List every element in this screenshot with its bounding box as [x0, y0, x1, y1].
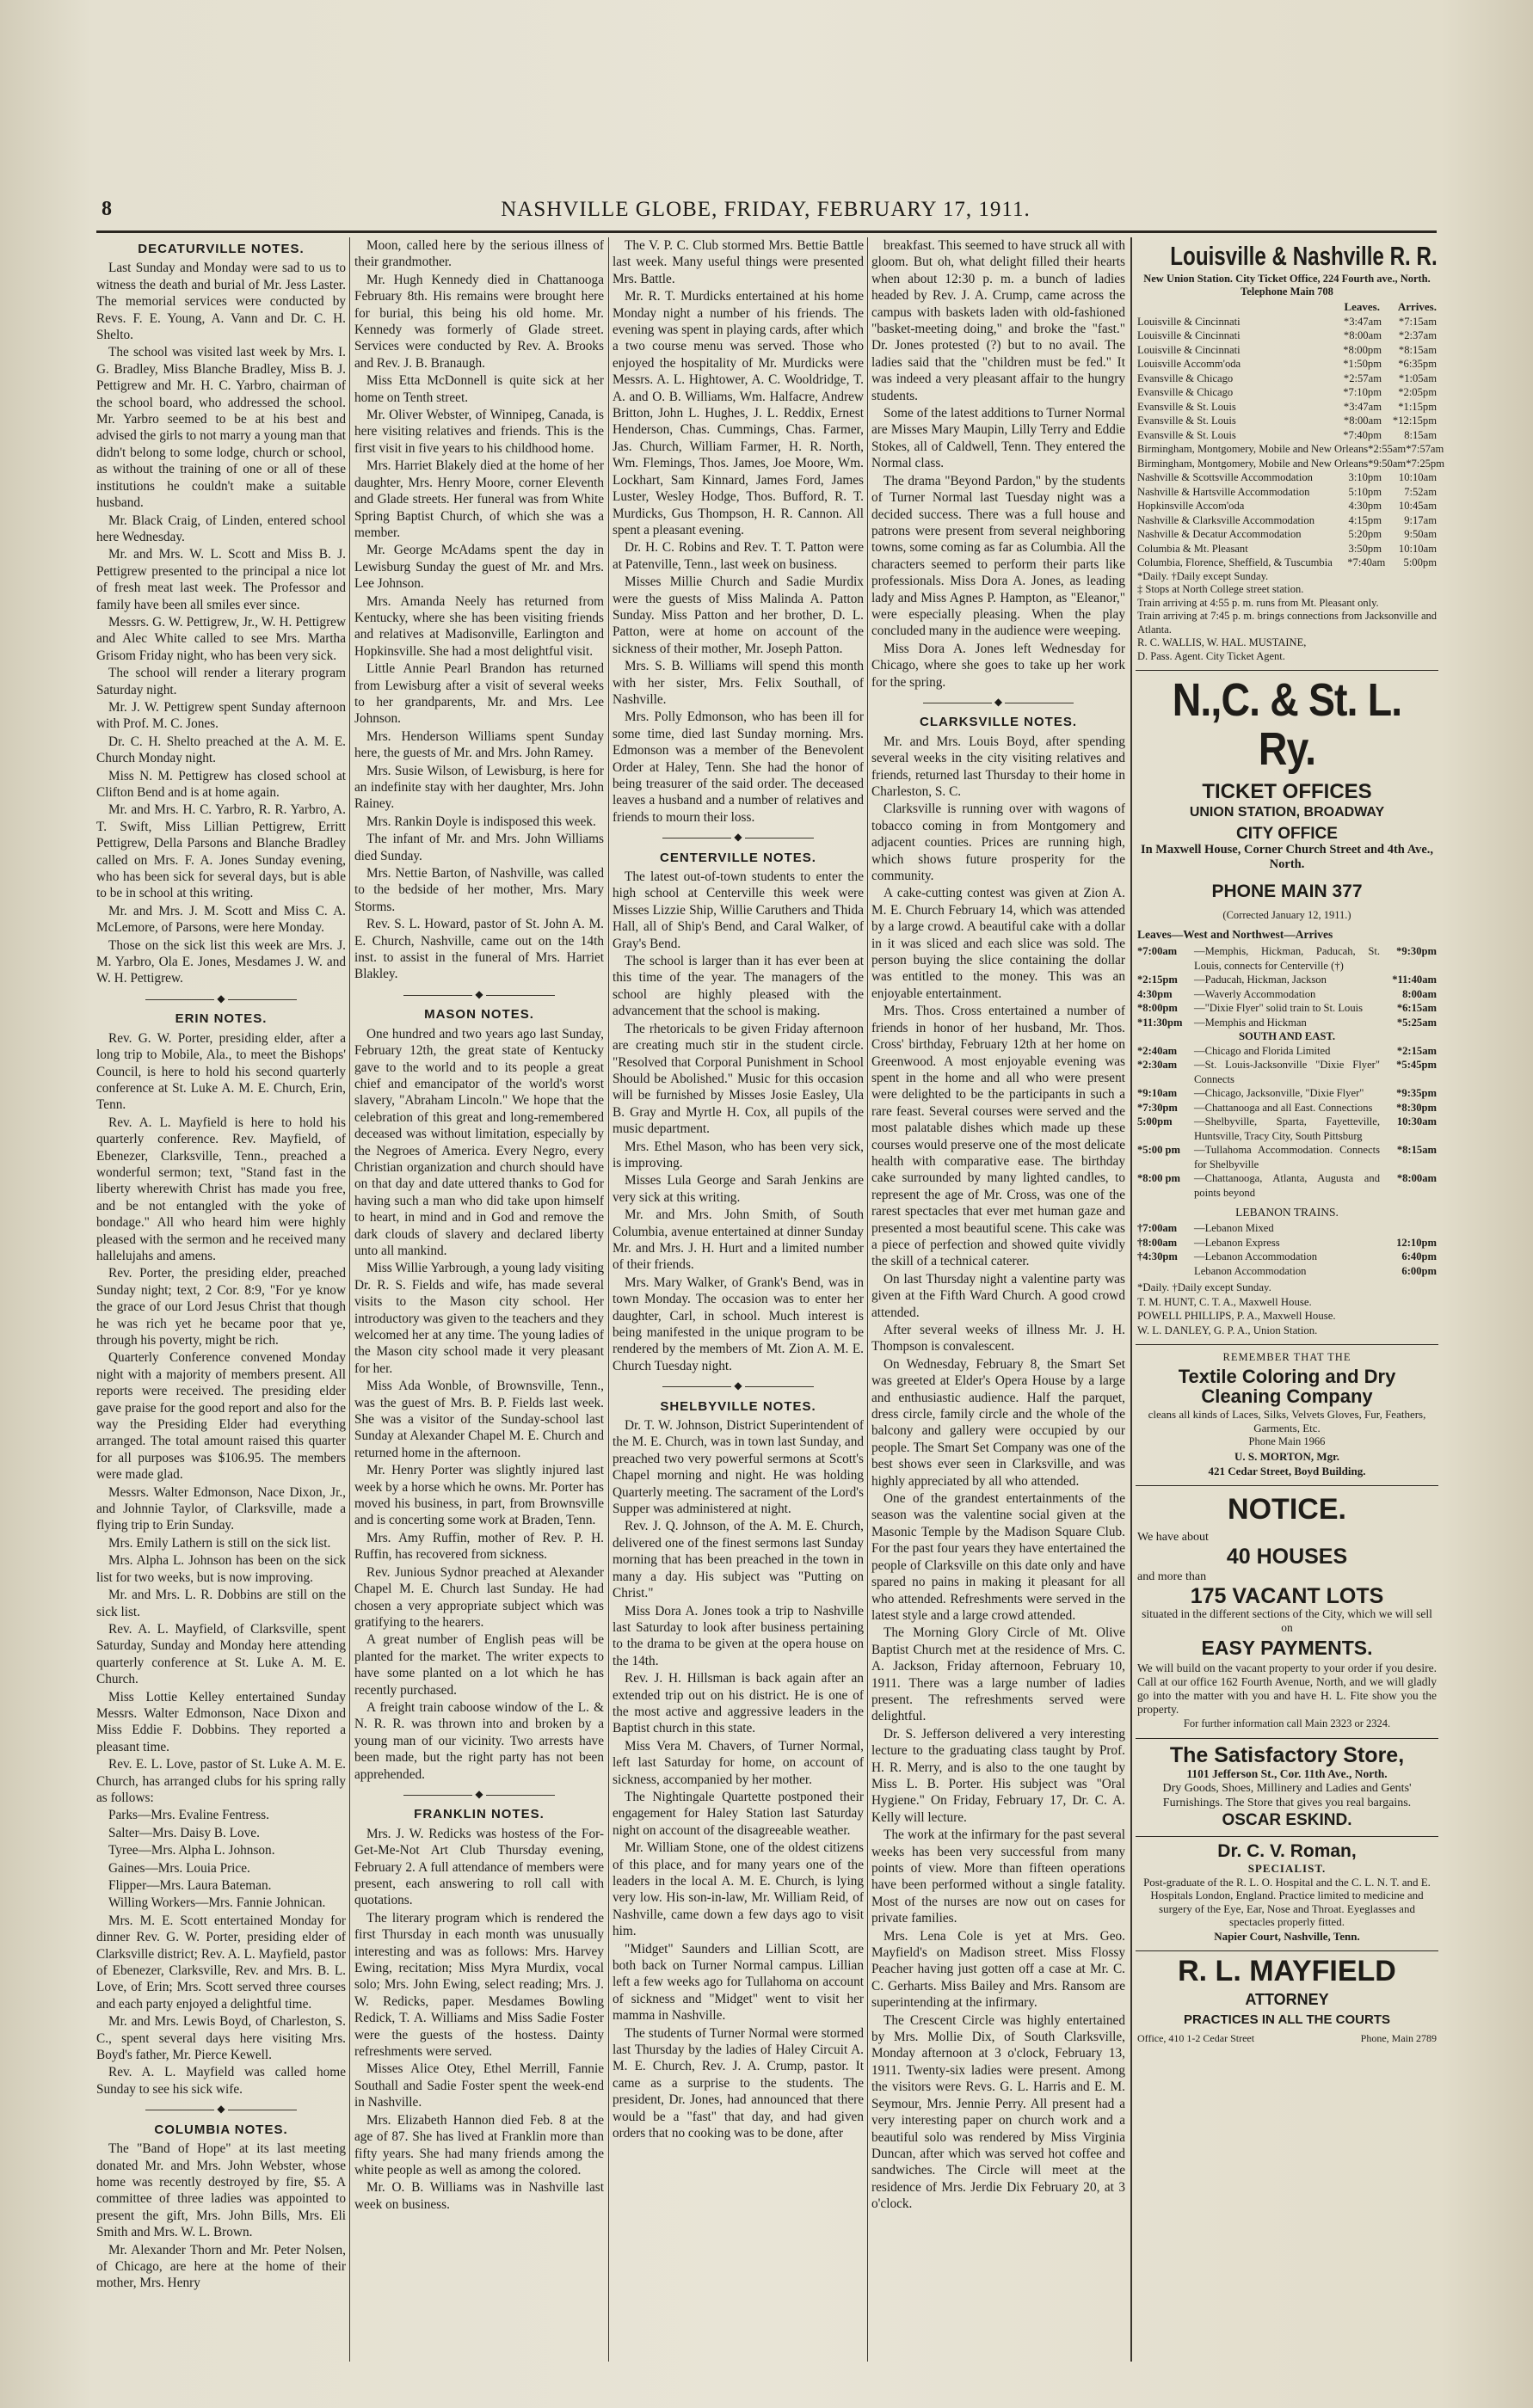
ln-train-row: Columbia, Florence, Sheffield, & Tuscumbia *7:40am 5:00pm [1137, 556, 1437, 569]
advertisement-column [1136, 237, 1445, 2362]
article-paragraph: breakfast. This seemed to have struck all with gloom. But oh, what delight filled their hearts when about 12:30 p. m. a bunch of ladies headed by Rev. J. A. Crump, came across the campus with baskets laden with old-fashioned "basket-meeting doing," and broke the "fast." Dr. Jones protested (?) but to no avail. The ladies said that the "children must be fed." It was indeed a very pleasant affair to the hungry students. [871, 238, 1125, 403]
mayfield-title: R. L. MAYFIELD [1178, 1954, 1396, 1987]
ln-train-row: Nashville & Decatur Accommodation 5:20pm 9:50am [1137, 528, 1437, 541]
satisfactory-store-ad [1136, 1739, 1438, 1837]
article-paragraph: Mrs. Rankin Doyle is indisposed this week. [366, 814, 596, 829]
satisfactory-owner: OSCAR ESKIND. [1222, 1810, 1352, 1829]
article-paragraph: Some of the latest additions to Turner Normal are Misses Mary Maupin, Lilly Terry and Eddie Stokes, all of Caldwell, Tenn. They entered the Normal class. [871, 406, 1125, 471]
article-paragraph: Mrs. S. B. Williams will spend this month with her sister, Mrs. Felix Southall, of Nashville. [613, 659, 864, 707]
section-heading: DECATURVILLE NOTES. [138, 242, 305, 256]
nc-city-office: CITY OFFICE [1236, 824, 1338, 843]
article-paragraph: Misses Lula George and Sarah Jenkins are very sick at this writing. [613, 1173, 864, 1205]
section-heading: CLARKSVILLE NOTES. [919, 715, 1077, 730]
nc-train-row: *11:30pm —Memphis and Hickman *5:25am [1137, 1016, 1437, 1029]
article-paragraph: Rev. Porter, the presiding elder, preached Sunday night; text, 2 Cor. 8:9, "For ye know the grace of our Lord Jesus Christ that though he was rich yet he became poor that ye, through his poverty, might be rich. [96, 1266, 346, 1348]
article-paragraph: The work at the infirmary for the past several weeks has been very successful from many points of view. More than fifteen operations have been performed without a single fatality. Most of the nurses are now out on cases for private families. [871, 1828, 1125, 1926]
ln-train-row: Birmingham, Montgomery, Mobile and New Orleans *2:55am *7:57am [1137, 443, 1444, 456]
article-paragraph: Miss Vera M. Chavers, of Turner Normal, left last Saturday for home, on account of sickness, accompanied by her mother. [613, 1738, 864, 1787]
ln-train-row: Hopkinsville Accom'oda 4:30pm 10:45am [1137, 500, 1437, 513]
ln-title: Louisville & Nashville R. R. [1170, 241, 1438, 271]
nc-train-row: *7:30pm —Chattanooga and all East. Connections *8:30pm [1137, 1101, 1437, 1114]
article-paragraph: Mrs. Emily Lathern is still on the sick list. [108, 1535, 331, 1551]
nc-train-row: †4:30pm —Lebanon Accommodation 6:40pm [1137, 1250, 1437, 1263]
article-paragraph: Miss Willie Yarbrough, a young lady visiting Dr. R. S. Fields and wife, has made several visits to the Mason city school. Her introductory was given to the teachers and they welcomed her at any time. The young ladies of the Mason city school made it very pleasant for her. [354, 1261, 604, 1376]
article-paragraph: Mrs. Ethel Mason, who has been very sick, is improving. [613, 1139, 864, 1170]
mayfield-ad [1136, 1951, 1438, 2055]
ln-train-row: Louisville & Cincinnati *8:00pm *8:15am [1137, 343, 1437, 356]
article-paragraph: Miss Lottie Kelley entertained Sunday Messrs. Walter Edmonson, Nace Dixon and Miss Eddie F. Dobbins. They reported a pleasant time. [96, 1689, 346, 1754]
article-paragraph: Messrs. G. W. Pettigrew, Jr., W. H. Pettigrew and Alec White called to see Mrs. Martha Grisom Friday night, who has been very sick. [96, 614, 346, 663]
article-paragraph: Mr. J. W. Pettigrew spent Sunday afternoon with Prof. M. C. Jones. [96, 699, 346, 732]
nc-lebanon-schedule [1137, 1221, 1437, 1278]
column-rule [1130, 237, 1132, 2362]
masthead-rule [96, 230, 1437, 233]
section-heading: SHELBYVILLE NOTES. [660, 1398, 816, 1414]
article-paragraph: Rev. Junious Sydnor preached at Alexander Chapel M. E. Church last Sunday. He had chosen a very appropriate subject which was gratifying to the hearers. [354, 1564, 604, 1630]
article-paragraph: Dr. C. H. Shelto preached at the A. M. E. Church Monday night. [96, 734, 346, 766]
section-separator: ◆ [96, 2101, 346, 2117]
article-paragraph: Quarterly Conference convened Monday night with a majority of members present. All reports were received. The presiding elder gave praise for the good report and also for the way the Presiding Elder had everything arranged. The total amount raised this quarter for all purposes was $106.95. The members were made glad. [96, 1350, 346, 1483]
article-paragraph: Misses Millie Church and Sadie Murdix were the guests of Miss Malinda A. Patton Sunday. Miss Patton and her brother, D. L. Patton, were at home on account of the sickness of their mother, Mr. Joseph Patton. [613, 574, 864, 656]
article-paragraph: Tyree—Mrs. Alpha L. Johnson. [108, 1843, 275, 1858]
ln-note: Train arriving at 7:45 p. m. brings connections from Jacksonville and Atlanta. [1137, 610, 1437, 636]
article-paragraph: Mrs. Harriet Blakely died at the home of her daughter, Mrs. Henry Moore, corner Eleventh and Glade streets. Her funeral was from White Spring Baptist Church, of which she was a member. [354, 458, 604, 540]
mayfield-sub: ATTORNEY [1245, 1991, 1329, 2009]
article-paragraph: Messrs. Walter Edmonson, Nace Dixon, Jr., and Johnnie Taylor, of Clarksville, made a flying trip to Erin Sunday. [96, 1484, 346, 1533]
nc-note: *Daily. †Daily except Sunday. [1137, 1281, 1271, 1294]
nc-maxwell: In Maxwell House, Corner Church Street and 4th Ave., North. [1140, 842, 1434, 871]
article-paragraph: The drama "Beyond Pardon," by the students of Turner Normal last Tuesday night was a decided success. There was a full house and patrons were present from several neighboring towns, some coming as far as Columbia. All the characters seemed to perform their parts like professionals. Miss Dora A. Jones, as leading lady and Miss Agnes P. Hampton, as "Eleanor," were especially pleasing. When the play concluded many in the audience were weeping. [871, 473, 1125, 639]
nc-note: W. L. DANLEY, G. P. A., Union Station. [1137, 1324, 1318, 1336]
article-paragraph: The literary program which is rendered the first Thursday in each month was unusually interesting and was as follows: Mrs. Harvey Ewing, recitation; Miss Myra Murdix, vocal solo; Mrs. John Ewing, select reading; Mrs. J. W. Redicks, paper. Mesdames Bowling Redick, T. A. Williams and Miss Sadie Foster were the guests of the hostess. Dainty refreshments were served. [354, 1910, 604, 2060]
article-paragraph: The school was visited last week by Mrs. I. G. Bradley, Miss Blanche Bradley, Miss B. J. Pettigrew and Mr. H. C. Yarbro, chairman of the school board, who addressed the school. Mr. Yarbro seemed to be at his best and advised the girls to not marry a young man that didn't belong to some lodge, church or school, as without the training of one or all of these institutions he couldn't make a suitable husband. [96, 345, 346, 511]
article-paragraph: Mr. William Stone, one of the oldest citizens of this place, and for many years one of the leaders in the local A. M. E. Church, is lying very low. His son-in-law, Mr. William Reid, of Nashville, came down a few days ago to visit him. [613, 1840, 864, 1939]
notice-l7: We will build on the vacant property to your order if you desire. Call at our office 162 Fourth Avenue, North, and we will gladly go into the matter with you and have H. L. Fite show you the property. [1137, 1661, 1437, 1716]
article-paragraph: Mrs. Mary Walker, of Grank's Bend, was in town Monday. The occasion was to enter her daughter, Carl, in school. Much interest is being manifested in the unique program to be rendered by the members of Mt. Zion A. M. E. Church Tuesday night. [613, 1275, 864, 1373]
roman-title: Dr. C. V. Roman, [1217, 1840, 1357, 1861]
textile-name: Textile Coloring and Dry Cleaning Company [1178, 1366, 1396, 1408]
article-paragraph: Rev. E. L. Love, pastor of St. Luke A. M. E. Church, has arranged clubs for his spring rally as follows: [96, 1757, 346, 1805]
nc-train-row: *2:40am —Chicago and Florida Limited *2:15am [1137, 1044, 1437, 1057]
article-paragraph: Dr. T. W. Johnson, District Superintendent of the M. E. Church, was in town last Sunday, and preached two very powerful sermons at Scott's Chapel morning and night. He was holding Quarterly meeting. The sacrament of the Lord's Supper was administered at night. [613, 1418, 864, 1517]
article-paragraph: The Nightingale Quartette postponed their engagement for Haley Station last Saturday night on account of the disagreeable weather. [613, 1789, 864, 1838]
article-paragraph: Miss Ada Wonble, of Brownsville, Tenn., was the guest of Mrs. B. P. Fields last week. She was a visitor of the Sunday-school last Sunday at Alexander Chapel M. E. Church and returned home in the afternoon. [354, 1379, 604, 1460]
article-paragraph: Rev. A. L. Mayfield, of Clarksville, spent Saturday, Sunday and Monday here attending quarterly conference at St. Luke A. M. E. Church. [96, 1621, 346, 1687]
ln-train-row: Columbia & Mt. Pleasant 3:50pm 10:10am [1137, 542, 1437, 555]
notice-ad [1136, 1486, 1438, 1738]
section-separator: ◆ [613, 1378, 864, 1394]
ln-note: *Daily. †Daily except Sunday. [1137, 569, 1269, 582]
article-paragraph: Mr. and Mrs. L. R. Dobbins are still on the sick list. [96, 1588, 346, 1619]
article-paragraph: Mr. and Mrs. Lewis Boyd, of Charleston, S. C., spent several days here visiting Mrs. Boyd's father, Mr. Pierce Kewell. [96, 2014, 346, 2063]
article-paragraph: On Wednesday, February 8, the Smart Set was greeted at Elder's Opera House by a large and enthusiastic audience. Half the parquet, dress circle, family circle and the whole of the balcony and gallery were occupied by our people. The Smart Set Company was one of the best shows ever seen in Clarksville, and was highly appreciated by all who attended. [871, 1356, 1125, 1489]
article-paragraph: Clarksville is running over with wagons of tobacco coming in from Montgomery and adjacent counties. Prices are running high, which shows future prosperity for the community. [871, 802, 1125, 884]
article-paragraph: A great number of English peas will be planted for the market. The writer expects to have some planted on a lot which he has recently purchased. [354, 1632, 604, 1698]
article-paragraph: The V. P. C. Club stormed Mrs. Bettie Battle last week. Many useful things were presented Mrs. Battle. [613, 238, 864, 286]
ln-train-row: Evansville & St. Louis *8:00am *12:15pm [1137, 415, 1437, 427]
article-paragraph: The school will render a literary program Saturday night. [96, 666, 346, 697]
article-paragraph: Gaines—Mrs. Louia Price. [108, 1860, 250, 1876]
article-paragraph: Miss Dora A. Jones left Wednesday for Chicago, where she goes to take up her work for the spring. [871, 641, 1125, 690]
ln-train-row: Evansville & St. Louis *3:47am *1:15pm [1137, 400, 1437, 413]
ln-note: D. Pass. Agent. City Ticket Agent. [1137, 649, 1285, 662]
textile-remember: REMEMBER THAT THE [1222, 1351, 1351, 1364]
article-paragraph: Last Sunday and Monday were sad to us to witness the death and burial of Mr. Jess Laster. The memorial services were conducted by Revs. F. E. Young, A. Vann and Dr. C. H. Shelto. [96, 261, 346, 343]
nc-train-row: †7:00am —Lebanon Mixed [1137, 1222, 1274, 1235]
nc-train-row: SOUTH AND EAST. [1238, 1030, 1336, 1043]
nc-phone: PHONE MAIN 377 [1211, 881, 1363, 901]
article-paragraph: Miss Dora A. Jones took a trip to Nashville last Saturday to look after business pertaining to the drama to be given at the opera house on the 14th. [613, 1603, 864, 1668]
nc-note: T. M. HUNT, C. T. A., Maxwell House. [1137, 1295, 1312, 1308]
ln-train-row: Evansville & St. Louis *7:40pm 8:15am [1137, 428, 1437, 441]
article-paragraph: One hundred and two years ago last Sunday, February 12th, the great state of Kentucky gave to the world and to its people a great chief and emancipator of the world's worst slavery, "Abraham Lincoln." We hope that the celebration of this great and long-remembered deceased was without limitation, especially by the Negroes of America. Every Negro, every Christian organization and church should have on that day and date uttered thanks to God for having such a man who did take upon himself to heart, in mind and in God and remove the dark clouds of slavery and declared liberty unto all mankind. [354, 1026, 604, 1258]
article-paragraph: Mr. Hugh Kennedy died in Chattanooga February 8th. His remains were brought here for burial, this being his old home. Mr. Kennedy was formerly of Glade street. Services were conducted by Rev. A. Brooks and Rev. J. B. Branaugh. [354, 272, 604, 371]
notice-l5: situated in the different sections of the City, which we will sell on [1142, 1607, 1432, 1635]
article-paragraph: Willing Workers—Mrs. Fannie Johnican. [108, 1895, 326, 1911]
nc-leaves-header: Leaves—West and Northwest—Arrives [1137, 927, 1333, 941]
ln-note: R. C. WALLIS, W. HAL. MUSTAINE, [1137, 636, 1307, 649]
ln-station: New Union Station. City Ticket Office, 224 Fourth ave., North. Telephone Main 708 [1143, 272, 1431, 298]
article-paragraph: Mr. George McAdams spent the day in Lewisburg Sunday the guest of Mr. and Mrs. Lee Johnson. [354, 543, 604, 592]
article-paragraph: The school is larger than it has ever been at this time of the year. The managers of the school are highly pleased with the advancement that the school is making. [613, 954, 864, 1019]
article-paragraph: Mrs. Alpha L. Johnson has been on the sick list for two weeks, but is now improving. [96, 1553, 346, 1585]
ln-train-row: Birmingham, Montgomery, Mobile and New Orleans *9:50am *7:25pm [1137, 457, 1445, 470]
column-rule [867, 237, 868, 2362]
roman-address: Napier Court, Nashville, Tenn. [1214, 1929, 1360, 1943]
notice-l8: For further information call Main 2323 or 2324. [1183, 1717, 1391, 1729]
nc-train-row: *8:00pm —"Dixie Flyer" solid train to St. Louis *6:15am [1137, 1002, 1437, 1015]
article-paragraph: Mr. and Mrs. H. C. Yarbro, R. R. Yarbro, A. T. Swift, Miss Lillian Pettigrew, Erritt Pettigrew, Della Parsons and Blanche Bradley called on Mrs. F. A. Jones Sunday evening, who has been sick for several days, but is able to be in school at this writing. [96, 802, 346, 901]
ln-train-row: Nashville & Scottsville Accommodation 3:10pm 10:10am [1137, 471, 1437, 484]
notice-easy-payments: EASY PAYMENTS. [1201, 1637, 1373, 1660]
notice-lots: 175 VACANT LOTS [1190, 1584, 1384, 1609]
article-paragraph: Rev. J. Q. Johnson, of the A. M. E. Church, delivered one of the finest sermons last Sunday morning that has been preached in the town in many a day. His subject was "Putting on Christ." [613, 1519, 864, 1601]
article-paragraph: Mr. and Mrs. J. M. Scott and Miss C. A. McLemore, of Parsons, were here Monday. [96, 903, 346, 936]
article-paragraph: Mrs. Thos. Cross entertained a number of friends in honor of her husband, Mr. Thos. Cross' birthday, February 12th at her home on Greenwood. A most enjoyable evening was spent in the home and all who were present were delighted to be the participants in such a rare feast. Several courses were served and the most palatable dishes which made up these courses would preserve one of the most delicate health with comparative ease. The birthday cake surrounded by many lighted candles, to represent the age of Mr. Cross, was one of the rarest spectacles that ever met human gaze and presented a most beautiful scene. This cake was a piece of perfection and showed quite vividly the skill of a technical caterer. [871, 1004, 1125, 1269]
article-paragraph: Mr. Henry Porter was slightly injured last week by a horse which he owns. Mr. Porter has moved his business, in part, from Brownsville and is concerting some work at Braden, Tenn. [354, 1463, 604, 1528]
textile-ad [1136, 1345, 1438, 1486]
nc-train-row: *9:10am —Chicago, Jacksonville, "Dixie Flyer" *9:35pm [1137, 1087, 1437, 1100]
nc-corrected: (Corrected January 12, 1911.) [1222, 908, 1351, 921]
article-paragraph: Mr. Black Craig, of Linden, entered school here Wednesday. [96, 513, 346, 544]
ln-train-row: Nashville & Hartsville Accommodation 5:10pm 7:52am [1137, 485, 1437, 498]
ln-notes [1137, 570, 1437, 664]
article-paragraph: The "Band of Hope" at its last meeting donated Mr. and Mrs. John Webster, whose home was recently destroyed by fire, $5. A committee of three ladies was appointed to present the gift, Mrs. John Bills, Mrs. Eli Smith and Mrs. W. L. Brown. [96, 2141, 346, 2240]
page-number: 8 [102, 198, 112, 220]
mayfield-office: Office, 410 1-2 Cedar Street [1137, 2032, 1255, 2045]
article-paragraph: Rev. S. L. Howard, pastor of St. John A. M. E. Church, Nashville, came out on the 14th inst. to assist in the funeral of Mrs. Harriet Blakley. [354, 917, 604, 982]
nc-train-row: *8:00 pm —Chattanooga, Atlanta, Augusta and points beyond *8:00am [1137, 1172, 1437, 1199]
mayfield-contact [1137, 2030, 1437, 2047]
nc-union-station: UNION STATION, BROADWAY [1189, 805, 1385, 820]
nc-lebanon-header: LEBANON TRAINS. [1235, 1206, 1339, 1219]
roman-sub: SPECIALIST. [1247, 1861, 1327, 1875]
section-separator: ◆ [96, 991, 346, 1007]
article-paragraph: Mrs. Nettie Barton, of Nashville, was called to the bedside of her mother, Mrs. Mary Storms. [354, 866, 604, 914]
section-separator: ◆ [871, 694, 1125, 710]
article-paragraph: Misses Alice Otey, Ethel Merrill, Fannie Southall and Sadie Foster spent the week-end in Nashville. [354, 2061, 604, 2110]
notice-l3: and more than [1137, 1570, 1207, 1583]
section-heading: COLUMBIA NOTES. [154, 2122, 288, 2137]
article-paragraph: Dr. S. Jefferson delivered a very interesting lecture to the graduating class taught by Prof. H. R. Merry, and is also to the one taught by Miss L. B. Porter. His subject was "Oral Hygiene." On Friday, February 17, Dr. C. A. Kelly will lecture. [871, 1726, 1125, 1825]
nc-title: N.,C. & St. L. Ry. [1172, 674, 1402, 776]
newspaper-title: NASHVILLE GLOBE, FRIDAY, FEBRUARY 17, 1911. [501, 198, 1031, 221]
news-column-1 [96, 237, 346, 2362]
section-separator: ◆ [354, 986, 604, 1003]
article-paragraph: The rhetoricals to be given Friday afternoon are creating much stir in the student circle. "Resolved that Corporal Punishment in School Should be Abolished." Music for this occasion will be furnished by Misses Josie Easley, Ula B. Gray and Myrtle H. Cox, all pupils of the music department. [613, 1021, 864, 1137]
article-paragraph: The latest out-of-town students to enter the high school at Centerville this week were Misses Lizzie Ship, Willie Caruthers and Thida Hall, all of Ship's Bend, and Caral Walker, of Gray's Bend. [613, 869, 864, 951]
article-paragraph: Salter—Mrs. Daisy B. Love. [108, 1825, 260, 1840]
nc-railway-ad [1136, 671, 1438, 1345]
section-heading: CENTERVILLE NOTES. [660, 850, 816, 865]
masthead [95, 198, 1437, 227]
textile-address: 421 Cedar Street, Boyd Building. [1208, 1465, 1366, 1478]
nc-train-row: *2:15pm —Paducah, Hickman, Jackson *11:40am [1137, 974, 1437, 986]
satisfactory-address: 1101 Jefferson St., Cor. 11th Ave., North. [1186, 1766, 1388, 1780]
article-paragraph: After several weeks of illness Mr. J. H. Thompson is convalescent. [871, 1323, 1125, 1354]
article-paragraph: Mrs. Henderson Williams spent Sunday here, the guests of Mr. and Mrs. John Ramey. [354, 728, 604, 761]
ln-header: Leaves. Arrives. [1344, 299, 1437, 313]
article-paragraph: "Midget" Saunders and Lillian Scott, are both back on Turner Normal campus. Lillian left a few weeks ago for Tullahoma on account of sickness and "Midget" went to visit her mamma in Nashville. [613, 1941, 864, 2024]
nc-train-row: 4:30pm —Waverly Accommodation 8:00am [1137, 987, 1437, 1000]
article-paragraph: Mrs. Lena Cole is yet at Mrs. Geo. Mayfield's on Madison street. Miss Flossy Peacher having just gotten off a case at Mr. C. C. Gerharts. Miss Bailey and Mrs. Ransom are superintending at the infirmary. [871, 1928, 1125, 2011]
article-paragraph: Mr. and Mrs. Louis Boyd, after spending several weeks in the city visiting relatives and friends, returned last Thursday to their home in Charleston, S. C. [871, 734, 1125, 799]
article-paragraph: The Crescent Circle was highly entertained by Mrs. Mollie Dix, of South Clarksville, Monday afternoon at 3 o'clock, February 13, 1911. Twenty-six ladies were present. Among the visitors were Revs. G. L. Harris and E. M. Seymour, Mrs. Jennie Perry. All present had a very interesting paper on church work and a beautiful solo was rendered by Miss Virginia Duncan, after which was served hot coffee and sandwiches. The Circle will meet at the residence of Mrs. Jerdie Dix February 20, at 3 o'clock. [871, 2012, 1125, 2212]
mayfield-phone: Phone, Main 2789 [1360, 2032, 1437, 2045]
ln-train-row: Nashville & Clarksville Accommodation 4:15pm 9:17am [1137, 513, 1437, 526]
news-column-3 [613, 237, 864, 2362]
article-paragraph: A cake-cutting contest was given at Zion A. M. E. Church February 14, which was attended by a large crowd. A beautiful cake with a dollar in it was sliced and each slice was sold. The person buying the slice containing the dollar was entitled to the money. This was an enjoyable entertainment. [871, 886, 1125, 1001]
roman-ad [1136, 1837, 1438, 1951]
article-paragraph: Mr. O. B. Williams was in Nashville last week on business. [354, 2180, 604, 2212]
nc-train-row: †8:00am —Lebanon Express 12:10pm [1137, 1236, 1437, 1249]
ln-railroad-ad [1136, 237, 1445, 671]
notice-title: NOTICE. [1228, 1493, 1346, 1526]
article-paragraph: The infant of Mr. and Mrs. John Williams died Sunday. [354, 832, 604, 863]
article-paragraph: The students of Turner Normal were stormed last Thursday by the ladies of Haley Circuit A. M. E. Church, Rev. J. A. Crump, pastor. It came as a surprise to the students. The president, Dr. Jones, had announced that there would be a "fast" that day, and had given orders that no cooking was to be done, after [613, 2025, 864, 2141]
column-rule [608, 237, 609, 2362]
column-rule [349, 237, 350, 2362]
news-column-2 [354, 237, 604, 2362]
mayfield-practice: PRACTICES IN ALL THE COURTS [1183, 2012, 1390, 2028]
article-paragraph: Mrs. Amanda Neely has returned from Kentucky, where she has been visiting friends and relatives at Madisonville, Earlington and Hopkinsville. She had a most delightful visit. [354, 593, 604, 659]
article-paragraph: Mr. and Mrs. John Smith, of South Columbia, avenue entertained at dinner Sunday Mr. and Mrs. J. H. Hurt and a limited number of their friends. [613, 1207, 864, 1273]
nc-train-row: *2:30am —St. Louis-Jacksonville "Dixie Flyer" Connects *5:45pm [1137, 1059, 1437, 1085]
ln-note: ‡ Stops at North College street station. [1137, 583, 1304, 596]
article-paragraph: Mr. and Mrs. W. L. Scott and Miss B. J. Pettigrew presented to the principal a nice lot of fresh meat last week. The Professor and family have been all smiles ever since. [96, 547, 346, 612]
article-paragraph: Little Annie Pearl Brandon has returned from Lewisburg after a visit of several weeks to her grandparents, Mr. and Mrs. Lee Johnson. [354, 661, 604, 727]
nc-train-row: *5:00 pm —Tullahoma Accommodation. Connects for Shelbyville *8:15am [1137, 1144, 1437, 1170]
article-paragraph: Mr. Alexander Thorn and Mr. Peter Nolsen, of Chicago, are here at the home of their mother, Mrs. Henry [96, 2242, 346, 2291]
nc-notes [1137, 1281, 1437, 1337]
section-heading: FRANKLIN NOTES. [414, 1807, 545, 1822]
section-heading: MASON NOTES. [424, 1007, 534, 1023]
news-column-4 [871, 237, 1125, 2362]
article-paragraph: Mr. R. T. Murdicks entertained at his home Monday night a number of his friends. The evening was spent in playing cards, after which a two course menu was served. Those who enjoyed the hospitality of Mr. Murdicks were Messrs. A. L. Hightower, A. C. Wooldridge, T. A. and O. B. Williams, Wm. Halfacre, Andrew Britton, John L. Hughes, J. L. Reddix, Ernest Henderson, Chas. Cummings, Chas. Farmer, Jas. Church, William Farmer, H. R. North, Wm. Flemings, Thos. James, Joe Moore, Wm. Lockhart, Sam Kinnard, James Ford, James Luster, Wesley Hodge, Thos. Bufford, R. T. Murdicks, Gus Thompson, H. R. Cannon. All spent a pleasant evening. [613, 289, 864, 538]
article-paragraph: Those on the sick list this week are Mrs. J. M. Yarbro, Ola E. Jones, Mesdames J. W. and W. H. Pettigrew. [96, 937, 346, 986]
textile-manager: U. S. MORTON, Mgr. [1234, 1450, 1339, 1464]
article-paragraph: Mrs. Elizabeth Hannon died Feb. 8 at the age of 87. She has lived at Franklin more than fifty years. She had many friends among the white people as well as among the colored. [354, 2112, 604, 2178]
section-separator: ◆ [613, 829, 864, 845]
article-paragraph: The Morning Glory Circle of Mt. Olive Baptist Church met at the residence of Mrs. C. A. Jackson, Friday afternoon, February 10, 1911. There was a large number of ladies present. The refreshments served were delightful. [871, 1625, 1125, 1724]
nc-train-row: 5:00pm —Shelbyville, Sparta, Fayetteville, Huntsville, Tracy City, South Pittsburg 10:30am [1137, 1115, 1437, 1142]
article-paragraph: Miss Etta McDonnell is quite sick at her home on Tenth street. [354, 373, 604, 405]
satisfactory-desc: Dry Goods, Shoes, Millinery and Ladies and Gents' Furnishings. The Store that gives you real bargains. [1162, 1781, 1412, 1809]
article-paragraph: Rev. A. L. Mayfield is here to hold his quarterly conference. Rev. Mayfield, of Ebenezer, Clarksville, Tenn., preached a wonderful sermon; text, "Stand fast in the liberty wherewith Christ has made you free, and be not entangled with the yoke of bondage." All who heard him were highly pleased with the sermon and he received many hallelujahs and amens. [96, 1115, 346, 1263]
article-paragraph: Mr. Oliver Webster, of Winnipeg, Canada, is here visiting relatives and friends. This is the first visit in five years to his childhood home. [354, 408, 604, 456]
ln-train-row: Louisville Accomm'oda *1:50pm *6:35pm [1137, 358, 1437, 371]
article-paragraph: One of the grandest entertainments of the season was the valentine social given at the Masonic Temple by the Madison Square Club. For the past four years they have entertained the people of Clarksville on this date only and have spared no pains in making it pleasant for all who attended. Refreshments were served in the latest style and a large crowd attended. [871, 1491, 1125, 1623]
section-heading: ERIN NOTES. [175, 1011, 268, 1027]
notice-houses: 40 HOUSES [1226, 1545, 1348, 1570]
article-paragraph: Mrs. Susie Wilson, of Lewisburg, is here for an indefinite stay with her daughter, Mrs. John Rainey. [354, 763, 604, 812]
article-paragraph: Dr. H. C. Robins and Rev. T. T. Patton were at Patenville, Tenn., last week on business. [613, 540, 864, 572]
article-paragraph: Miss N. M. Pettigrew has closed school at Clifton Bend and is at home again. [96, 768, 346, 800]
nc-train-row: Lebanon Accommodation 6:00pm [1194, 1264, 1437, 1277]
article-paragraph: Rev. G. W. Porter, presiding elder, after a long trip to Mobile, Ala., to meet the Bishops' Council, is here to hold his second quarterly conference at St. Luke A. M. E. Church, Erin, Tenn. [96, 1030, 346, 1113]
roman-desc: Post-graduate of the R. L. O. Hospital and the C. L. N. T. and E. Hospitals London, England. Practice limited to medicine and surgery of the Eye, Ear, Nose and Throat. Eyeglasses and spectacles properly fitted. [1143, 1875, 1431, 1929]
satisfactory-title: The Satisfactory Store, [1169, 1742, 1405, 1767]
nc-schedule [1137, 944, 1437, 1200]
article-paragraph: Parks—Mrs. Evaline Fentress. [108, 1808, 269, 1823]
textile-phone: Phone Main 1966 [1248, 1435, 1326, 1448]
article-paragraph: Flipper—Mrs. Laura Bateman. [108, 1878, 272, 1893]
article-paragraph: Moon, called here by the serious illness of their grandmother. [354, 238, 604, 270]
article-paragraph: Mrs. Amy Ruffin, mother of Rev. P. H. Ruffin, has recovered from sickness. [354, 1530, 604, 1563]
ln-train-row: Louisville & Cincinnati *3:47am *7:15am [1137, 315, 1437, 328]
article-paragraph: Rev. J. H. Hillsman is back again after an extended trip out on his district. He is one of the most active and aggressive leaders in the Baptist church in this state. [613, 1671, 864, 1736]
article-paragraph: Mrs. J. W. Redicks was hostess of the For-Get-Me-Not Art Club Thursday evening, February 2. A full attendance of members were present, each answering to roll call with quotations. [354, 1826, 604, 1908]
ln-train-row: Evansville & Chicago *2:57am *1:05am [1137, 372, 1437, 384]
article-paragraph: On last Thursday night a valentine party was given at the Fifth Ward Church. A good crowd attended. [871, 1271, 1125, 1320]
article-paragraph: Mrs. Polly Edmonson, who has been ill for some time, died last Sunday morning. Mrs. Edmonson was a member of the Benevolent Order at Haley, Tenn. She had the honor of being treasurer of the said order. The deceased leaves a husband and a number of relatives and friends to mourn their loss. [613, 710, 864, 825]
ln-train-row: Evansville & Chicago *7:10pm *2:05pm [1137, 386, 1437, 399]
nc-ticket-offices: TICKET OFFICES [1202, 779, 1372, 803]
ln-schedule [1137, 315, 1445, 570]
article-paragraph: Mrs. M. E. Scott entertained Monday for dinner Rev. G. W. Porter, presiding elder of Clarksville district; Rev. A. L. Mayfield, pastor of Ebenezer, Clarksville, Rev. and Mrs. B. L. Love, of Erin; Mrs. Scott served three courses and each party enjoyed a delightful time. [96, 1913, 346, 2012]
article-paragraph: Rev. A. L. Mayfield was called home Sunday to see his sick wife. [96, 2065, 346, 2097]
notice-l1: We have about [1137, 1531, 1209, 1545]
ln-train-row: Louisville & Cincinnati *8:00am *2:37am [1137, 329, 1437, 342]
section-separator: ◆ [354, 1786, 604, 1803]
textile-desc: cleans all kinds of Laces, Silks, Velvets Gloves, Fur, Feathers, Garments, Etc. [1148, 1408, 1426, 1434]
article-paragraph: A freight train caboose window of the L. & N. R. R. was thrown into and broken by a young man of our vicinity. Two arrests have been made, but the right party has not been apprehended. [354, 1699, 604, 1782]
nc-note: POWELL PHILLIPS, P. A., Maxwell House. [1137, 1310, 1336, 1323]
nc-train-row: *7:00am —Memphis, Hickman, Paducah, St. Louis, connects for Centerville (†) *9:30pm [1137, 945, 1437, 972]
ln-note: Train arriving at 4:55 p. m. runs from Mt. Pleasant only. [1137, 596, 1379, 609]
